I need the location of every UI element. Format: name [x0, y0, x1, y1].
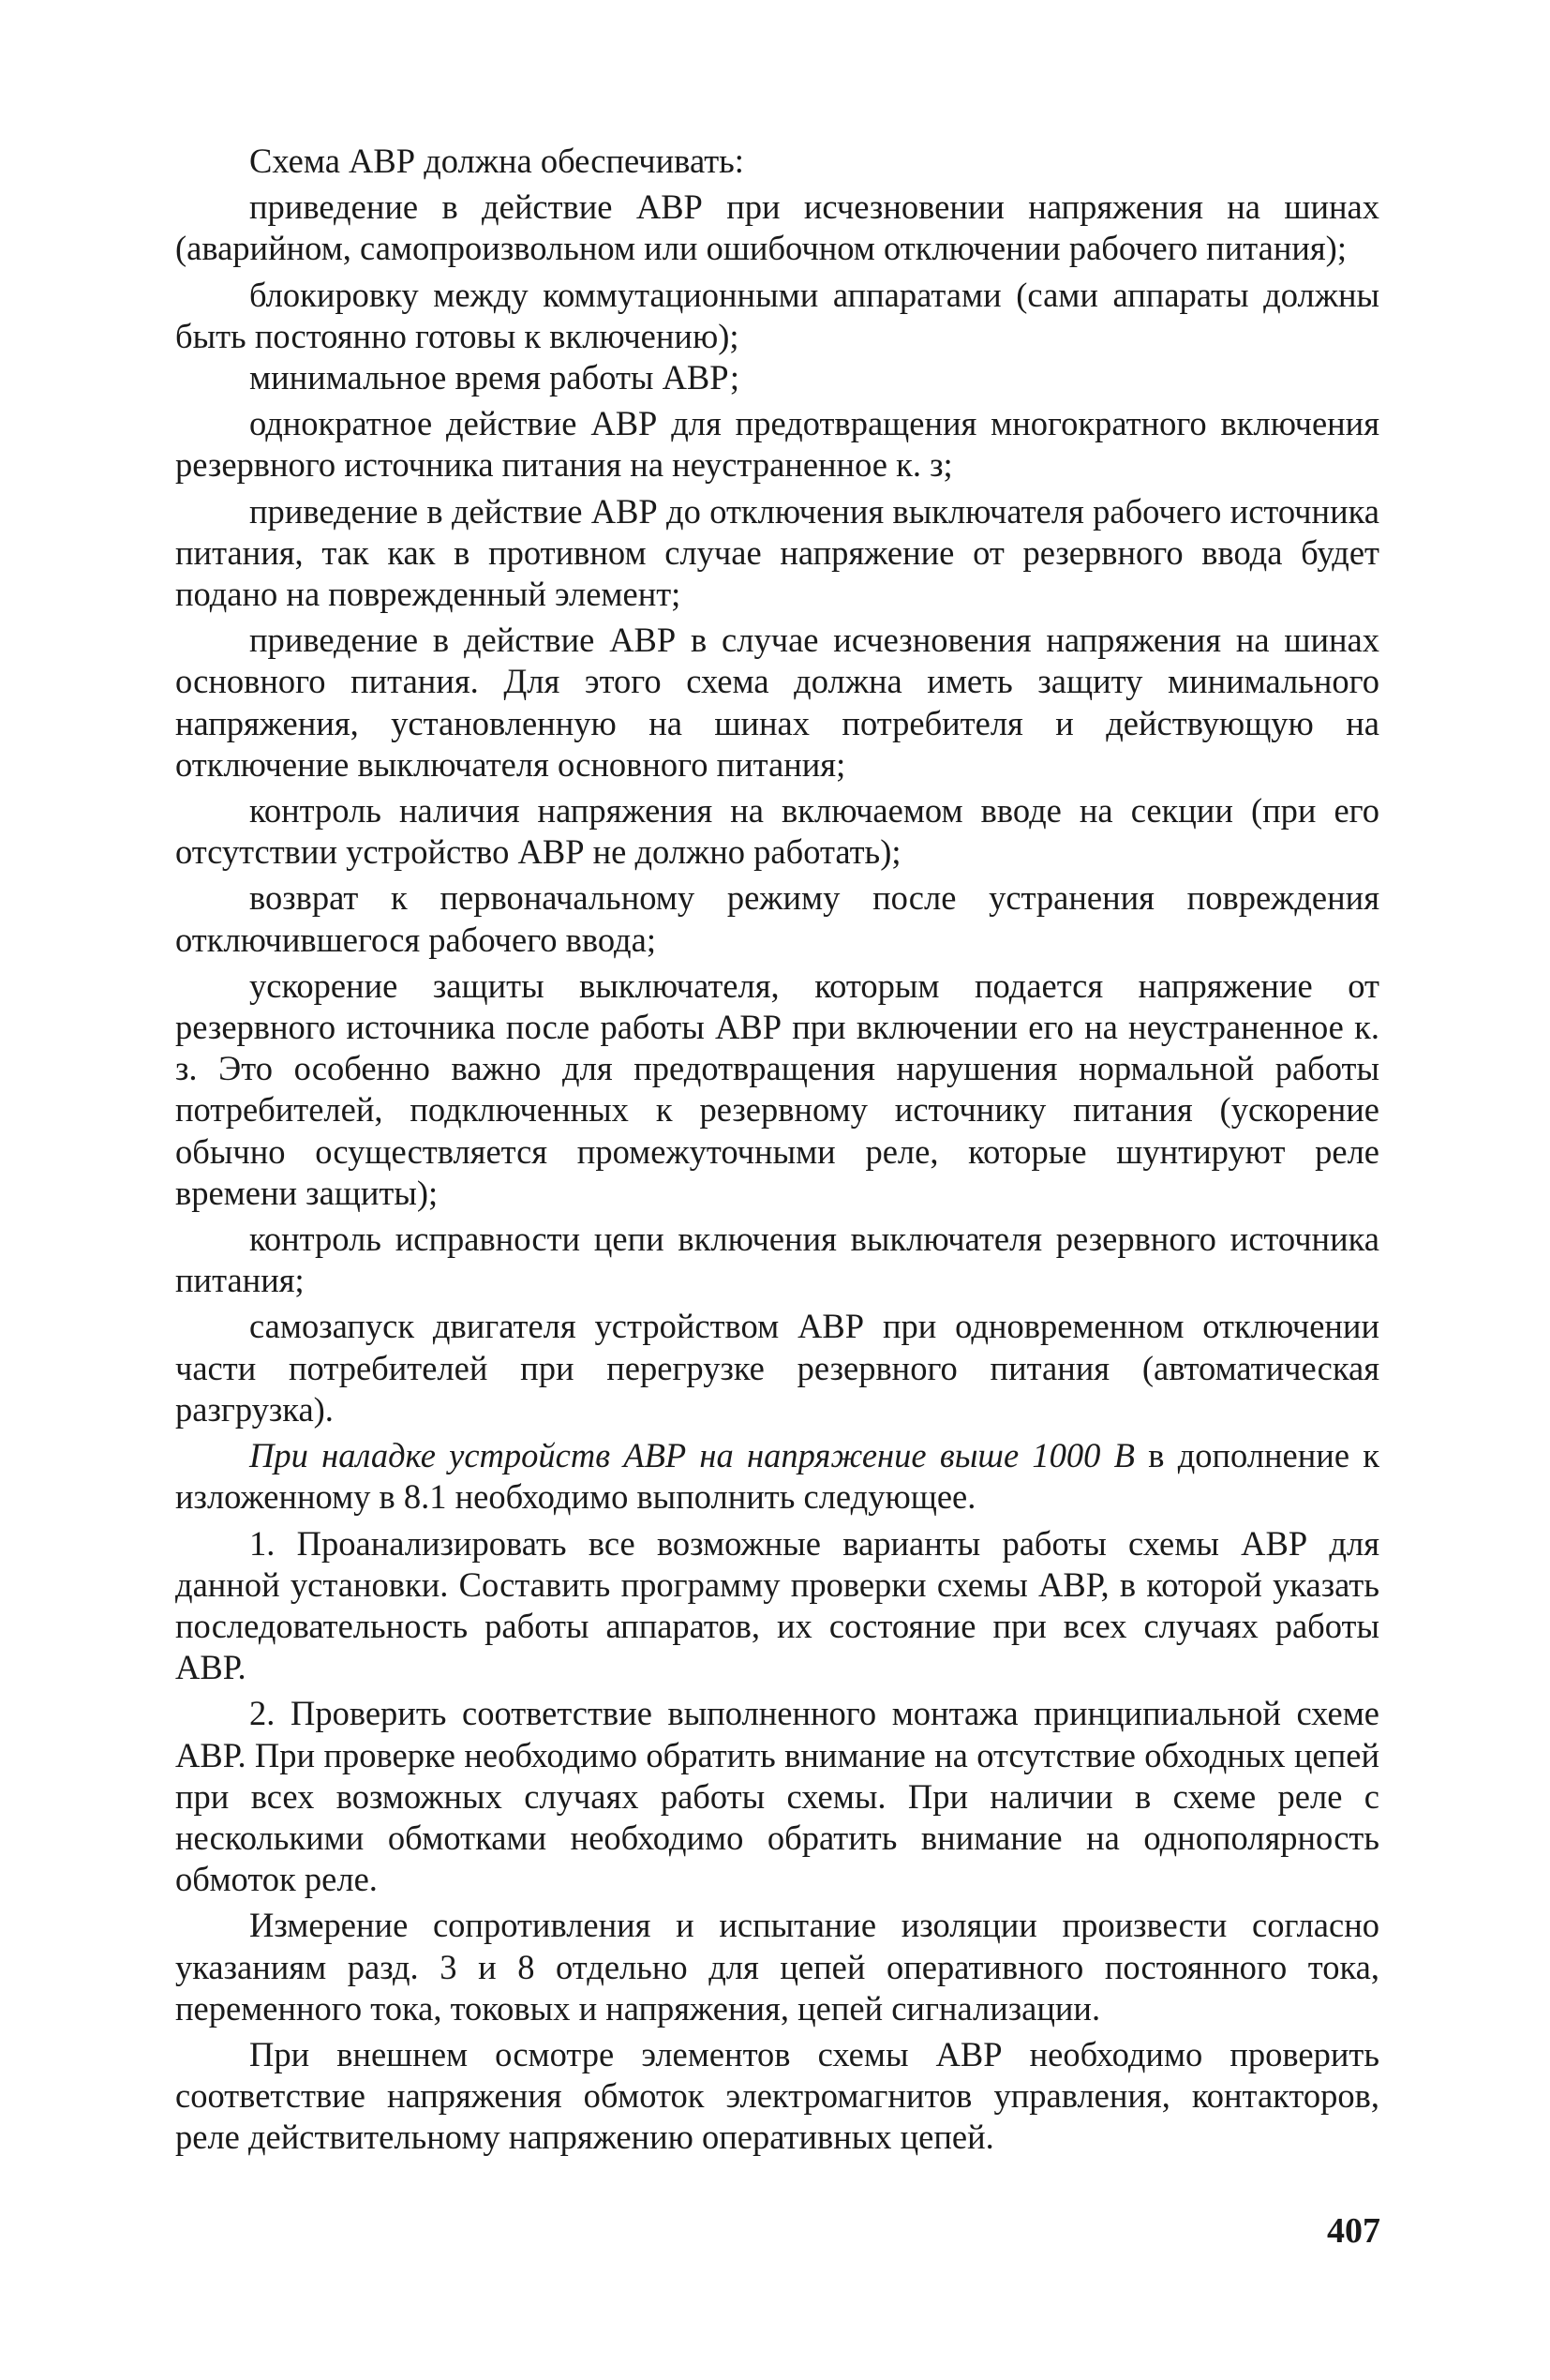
requirement-paragraph: блокировку между коммутационными аппаратами (сами аппараты должны быть постоянно готовы к включению); [175, 275, 1379, 355]
requirement-paragraph: однократное действие АВР для предотвращения многократного включения резервного источника питания на неустраненное к. з; [175, 404, 1379, 485]
numbered-step: 2. Проверить соответствие выполненного монтажа принципиальной схеме АВР. При проверке необходимо обратить внимание на отсутствие обходных цепей при всех возможных случаях работы схемы. При наличии в схеме реле с несколькими обмотками необходимо обратить внимание на однополярность обмоток реле. [175, 1694, 1379, 1899]
closing-paragraph: Измерение сопротивления и испытание изоляции произвести согласно указаниям разд. 3 и 8 отдельно для цепей оперативного постоянного тока, переменного тока, токовых и напряжения, цепей сигнализации. [175, 1906, 1379, 2028]
body-text [175, 141, 1379, 2159]
requirement-paragraph: самозапуск двигателя устройством АВР при одновременном отключении части потребителей при перегрузке резервного питания (автоматическая разгрузка). [175, 1307, 1379, 1429]
requirement-paragraph: приведение в действие АВР до отключения выключателя рабочего источника питания, так как в противном случае напряжение от резервного ввода будет подано на поврежденный элемент; [175, 491, 1379, 614]
intro-paragraph: Схема АВР должна обеспечивать: [249, 142, 744, 180]
requirement-paragraph: контроль наличия напряжения на включаемом вводе на секции (при его отсутствии устройство АВР не должно работать); [175, 791, 1379, 872]
requirement-paragraph: приведение в действие АВР в случае исчезновения напряжения на шинах основного питания. Для этого схема должна иметь защиту минимального напряжения, установленную на шинах потребителя и действующую на отключение выключателя основного питания; [175, 621, 1379, 784]
requirement-paragraph: приведение в действие АВР при исчезновении напряжения на шинах (аварийном, самопроизвольном или ошибочном отключении рабочего питания); [175, 187, 1379, 268]
hv-section-paragraph [175, 1435, 1379, 1518]
requirement-paragraph: минимальное время работы АВР; [249, 358, 740, 397]
requirement-paragraph: контроль исправности цепи включения выключателя резервного источника питания; [175, 1220, 1379, 1300]
numbered-step: 1. Проанализировать все возможные варианты работы схемы АВР для данной установки. Составить программу проверки схемы АВР, в которой указать последовательность работы аппаратов, их состояние при всех случаях работы АВР. [175, 1523, 1379, 1687]
requirement-paragraph: ускорение защиты выключателя, которым подается напряжение от резервного источника после работы АВР при включении его на неустраненное к. з. Это особенно важно для предотвращения нарушения нормальной работы потребителей, подключенных к резервному источнику питания (ускорение обычно осуществляется промежуточными реле, которые шунтируют реле времени защиты); [175, 965, 1379, 1212]
hv-heading-italic: При наладке устройств АВР на напряжение выше 1000 В [249, 1436, 1135, 1475]
page-number: 407 [1327, 2211, 1380, 2251]
requirement-paragraph: возврат к первоначальному режиму после устранения повреждения отключившегося рабочего ввода; [175, 878, 1379, 959]
closing-paragraph: При внешнем осмотре элементов схемы АВР необходимо проверить соответствие напряжения обмоток электромагнитов управления, контакторов, реле действительному напряжению оперативных цепей. [175, 2034, 1379, 2157]
hv-heading-rest: в дополнение к изложенному в 8.1 необходимо выполнить следующее. [175, 1436, 1380, 1517]
